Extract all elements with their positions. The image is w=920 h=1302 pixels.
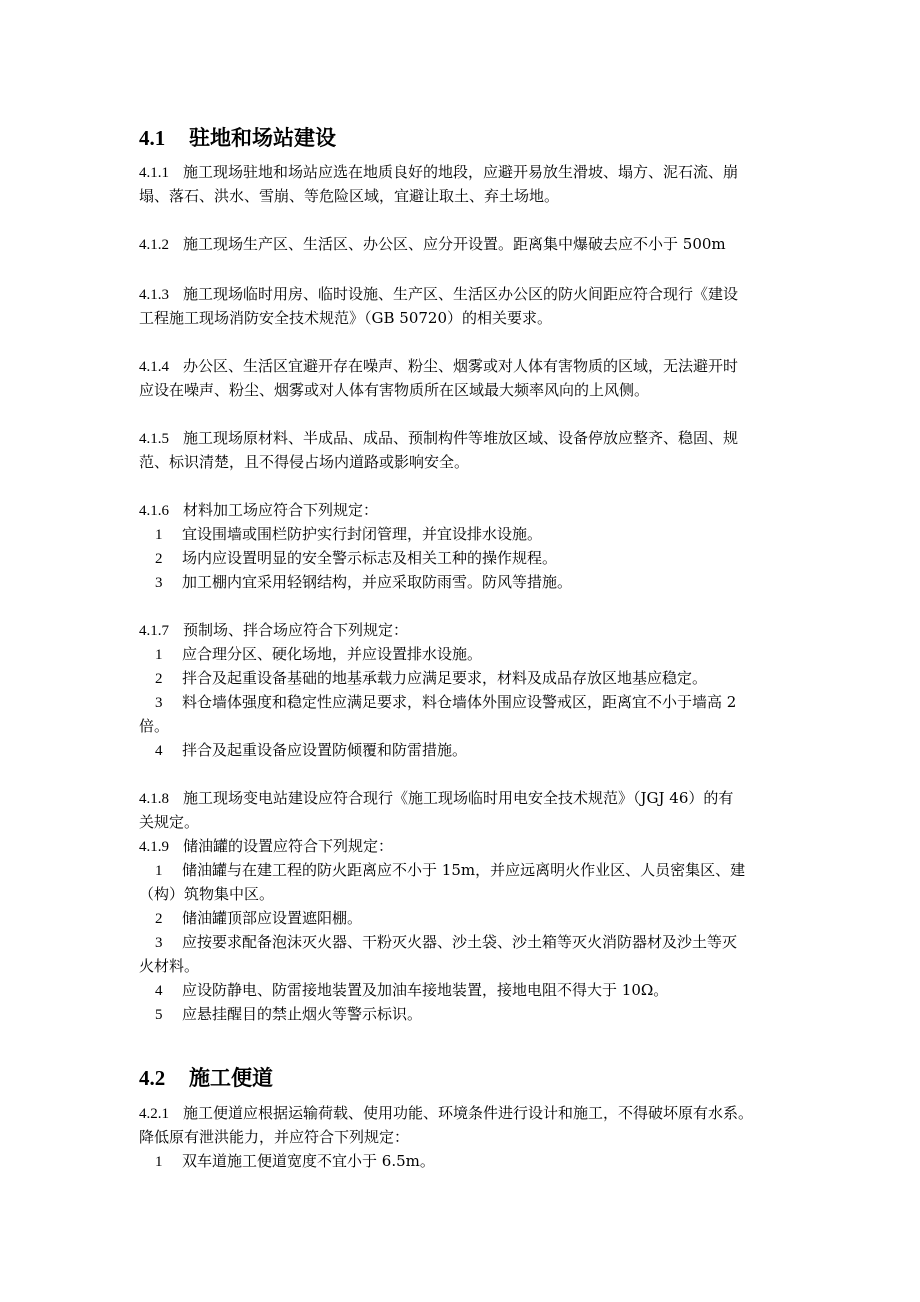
item-text: 双车道施工便道宽度不宜小于 6.5m。 [182, 1152, 435, 1170]
list-item-continuation [139, 954, 199, 978]
item-text: 应合理分区、硬化场地，并应设置排水设施。 [182, 645, 483, 663]
clause-text: 储油罐的设置应符合下列规定： [183, 837, 394, 855]
clause-text: 材料加工场应符合下列规定： [183, 501, 379, 519]
item-text: 宜设围墙或围栏防护实行封闭管理，并宜设排水设施。 [182, 525, 543, 543]
item-number: 2 [155, 671, 163, 687]
section-number: 4.1 [139, 126, 166, 150]
list-item [155, 666, 707, 691]
clause-4-2-1-line-2 [139, 1125, 409, 1149]
section-title: 驻地和场站建设 [189, 125, 336, 150]
clause-number: 4.1.1 [139, 165, 169, 181]
list-item-continuation [139, 882, 274, 906]
clause-4-1-4-line-1 [139, 354, 738, 379]
list-item-continuation [139, 714, 169, 738]
section-title: 施工便道 [189, 1065, 273, 1090]
clause-4-2-1-line-1 [139, 1101, 753, 1126]
list-item [155, 522, 542, 547]
clause-text: 范、标识清楚，且不得侵占场内道路或影响安全。 [139, 453, 470, 471]
clause-number: 4.1.4 [139, 359, 169, 375]
clause-4-1-3-line-2 [139, 306, 552, 330]
item-number: 4 [155, 743, 163, 759]
clause-text: 工程施工现场消防安全技术规范》（GB 50720）的相关要求。 [139, 309, 552, 327]
list-item [155, 930, 737, 955]
list-item [155, 1002, 422, 1027]
clause-text: 办公区、生活区宜避开存在噪声、粉尘、烟雾或对人体有害物质的区域，无法避开时 [183, 357, 739, 375]
item-text: 应按要求配备泡沫灭火器、干粉灭火器、沙土袋、沙土箱等灭火消防器材及沙土等灭 [182, 933, 738, 951]
clause-text: 施工现场驻地和场站应选在地质良好的地段，应避开易放生滑坡、塌方、泥石流、崩 [183, 163, 739, 181]
item-text: 倍。 [139, 717, 170, 735]
clause-4-1-2 [139, 232, 726, 257]
clause-text: 施工现场临时用房、临时设施、生产区、生活区办公区的防火间距应符合现行《建设 [183, 285, 739, 303]
item-text: 储油罐与在建工程的防火距离应不小于 15m，并应远离明火作业区、人员密集区、建 [182, 861, 746, 879]
clause-4-1-9 [139, 834, 393, 859]
clause-number: 4.1.2 [139, 237, 169, 253]
list-item [155, 546, 557, 571]
item-number: 1 [155, 863, 163, 879]
item-text: 场内应设置明显的安全警示标志及相关工种的操作规程。 [182, 549, 558, 567]
clause-4-1-7 [139, 618, 408, 643]
item-number: 2 [155, 911, 163, 927]
item-number: 3 [155, 575, 163, 591]
clause-text: 关规定。 [139, 813, 200, 831]
clause-text: 塌、落石、洪水、雪崩、等危险区域，宜避让取土、弃土场地。 [139, 187, 560, 205]
clause-4-1-1-line-2 [139, 184, 559, 208]
item-text: 火材料。 [139, 957, 200, 975]
clause-4-1-3-line-1 [139, 282, 738, 307]
clause-text: 降低原有泄洪能力，并应符合下列规定： [139, 1128, 410, 1146]
clause-number: 4.2.1 [139, 1106, 169, 1122]
item-text: 料仓墙体强度和稳定性应满足要求，料仓墙体外围应设警戒区，距离宜不小于墙高 2 [182, 693, 737, 711]
section-number: 4.2 [139, 1066, 166, 1090]
clause-4-1-4-line-2 [139, 378, 649, 402]
clause-4-1-6 [139, 498, 378, 523]
list-item [155, 690, 736, 715]
item-number: 4 [155, 983, 163, 999]
list-item [155, 570, 572, 595]
section-heading-4-2 [139, 1062, 273, 1092]
clause-4-1-1-line-1 [139, 160, 738, 185]
item-number: 1 [155, 647, 163, 663]
list-item [155, 642, 482, 667]
clause-4-1-8-line-2 [139, 810, 199, 834]
list-item [155, 738, 467, 763]
list-item [155, 978, 668, 1003]
item-text: 应悬挂醒目的禁止烟火等警示标识。 [182, 1005, 423, 1023]
item-text: 加工棚内宜采用轻钢结构，并应采取防雨雪。防风等措施。 [182, 573, 573, 591]
clause-text: 施工现场生产区、生活区、办公区、应分开设置。距离集中爆破去应不小于 500m [183, 235, 726, 253]
item-number: 3 [155, 935, 163, 951]
item-number: 1 [155, 1154, 163, 1170]
item-number: 1 [155, 527, 163, 543]
item-number: 5 [155, 1007, 163, 1023]
item-text: 储油罐顶部应设置遮阳棚。 [182, 909, 363, 927]
clause-number: 4.1.6 [139, 503, 169, 519]
list-item [155, 1149, 435, 1174]
section-heading-4-1 [139, 122, 336, 152]
item-text: 应设防静电、防雷接地装置及加油车接地装置，接地电阻不得大于 10Ω。 [182, 981, 669, 999]
list-item [155, 858, 745, 883]
clause-4-1-8-line-1 [139, 786, 733, 811]
clause-4-1-5-line-1 [139, 426, 738, 451]
clause-number: 4.1.5 [139, 431, 169, 447]
clause-text: 施工现场原材料、半成品、成品、预制构件等堆放区域、设备停放应整齐、稳固、规 [183, 429, 739, 447]
item-number: 3 [155, 695, 163, 711]
clause-number: 4.1.7 [139, 623, 169, 639]
item-text: （构）筑物集中区。 [139, 885, 275, 903]
list-item [155, 906, 362, 931]
clause-text: 施工现场变电站建设应符合现行《施工现场临时用电安全技术规范》（JGJ 46）的有 [183, 789, 734, 807]
item-text: 拌合及起重设备应设置防倾覆和防雷措施。 [182, 741, 468, 759]
clause-text: 施工便道应根据运输荷载、使用功能、环境条件进行设计和施工，不得破坏原有水系。 [183, 1104, 754, 1122]
clause-text: 应设在噪声、粉尘、烟雾或对人体有害物质所在区域最大频率风向的上风侧。 [139, 381, 650, 399]
item-number: 2 [155, 551, 163, 567]
clause-number: 4.1.9 [139, 839, 169, 855]
clause-number: 4.1.8 [139, 791, 169, 807]
clause-text: 预制场、拌合场应符合下列规定： [183, 621, 409, 639]
clause-4-1-5-line-2 [139, 450, 469, 474]
item-text: 拌合及起重设备基础的地基承载力应满足要求，材料及成品存放区地基应稳定。 [182, 669, 708, 687]
clause-number: 4.1.3 [139, 287, 169, 303]
